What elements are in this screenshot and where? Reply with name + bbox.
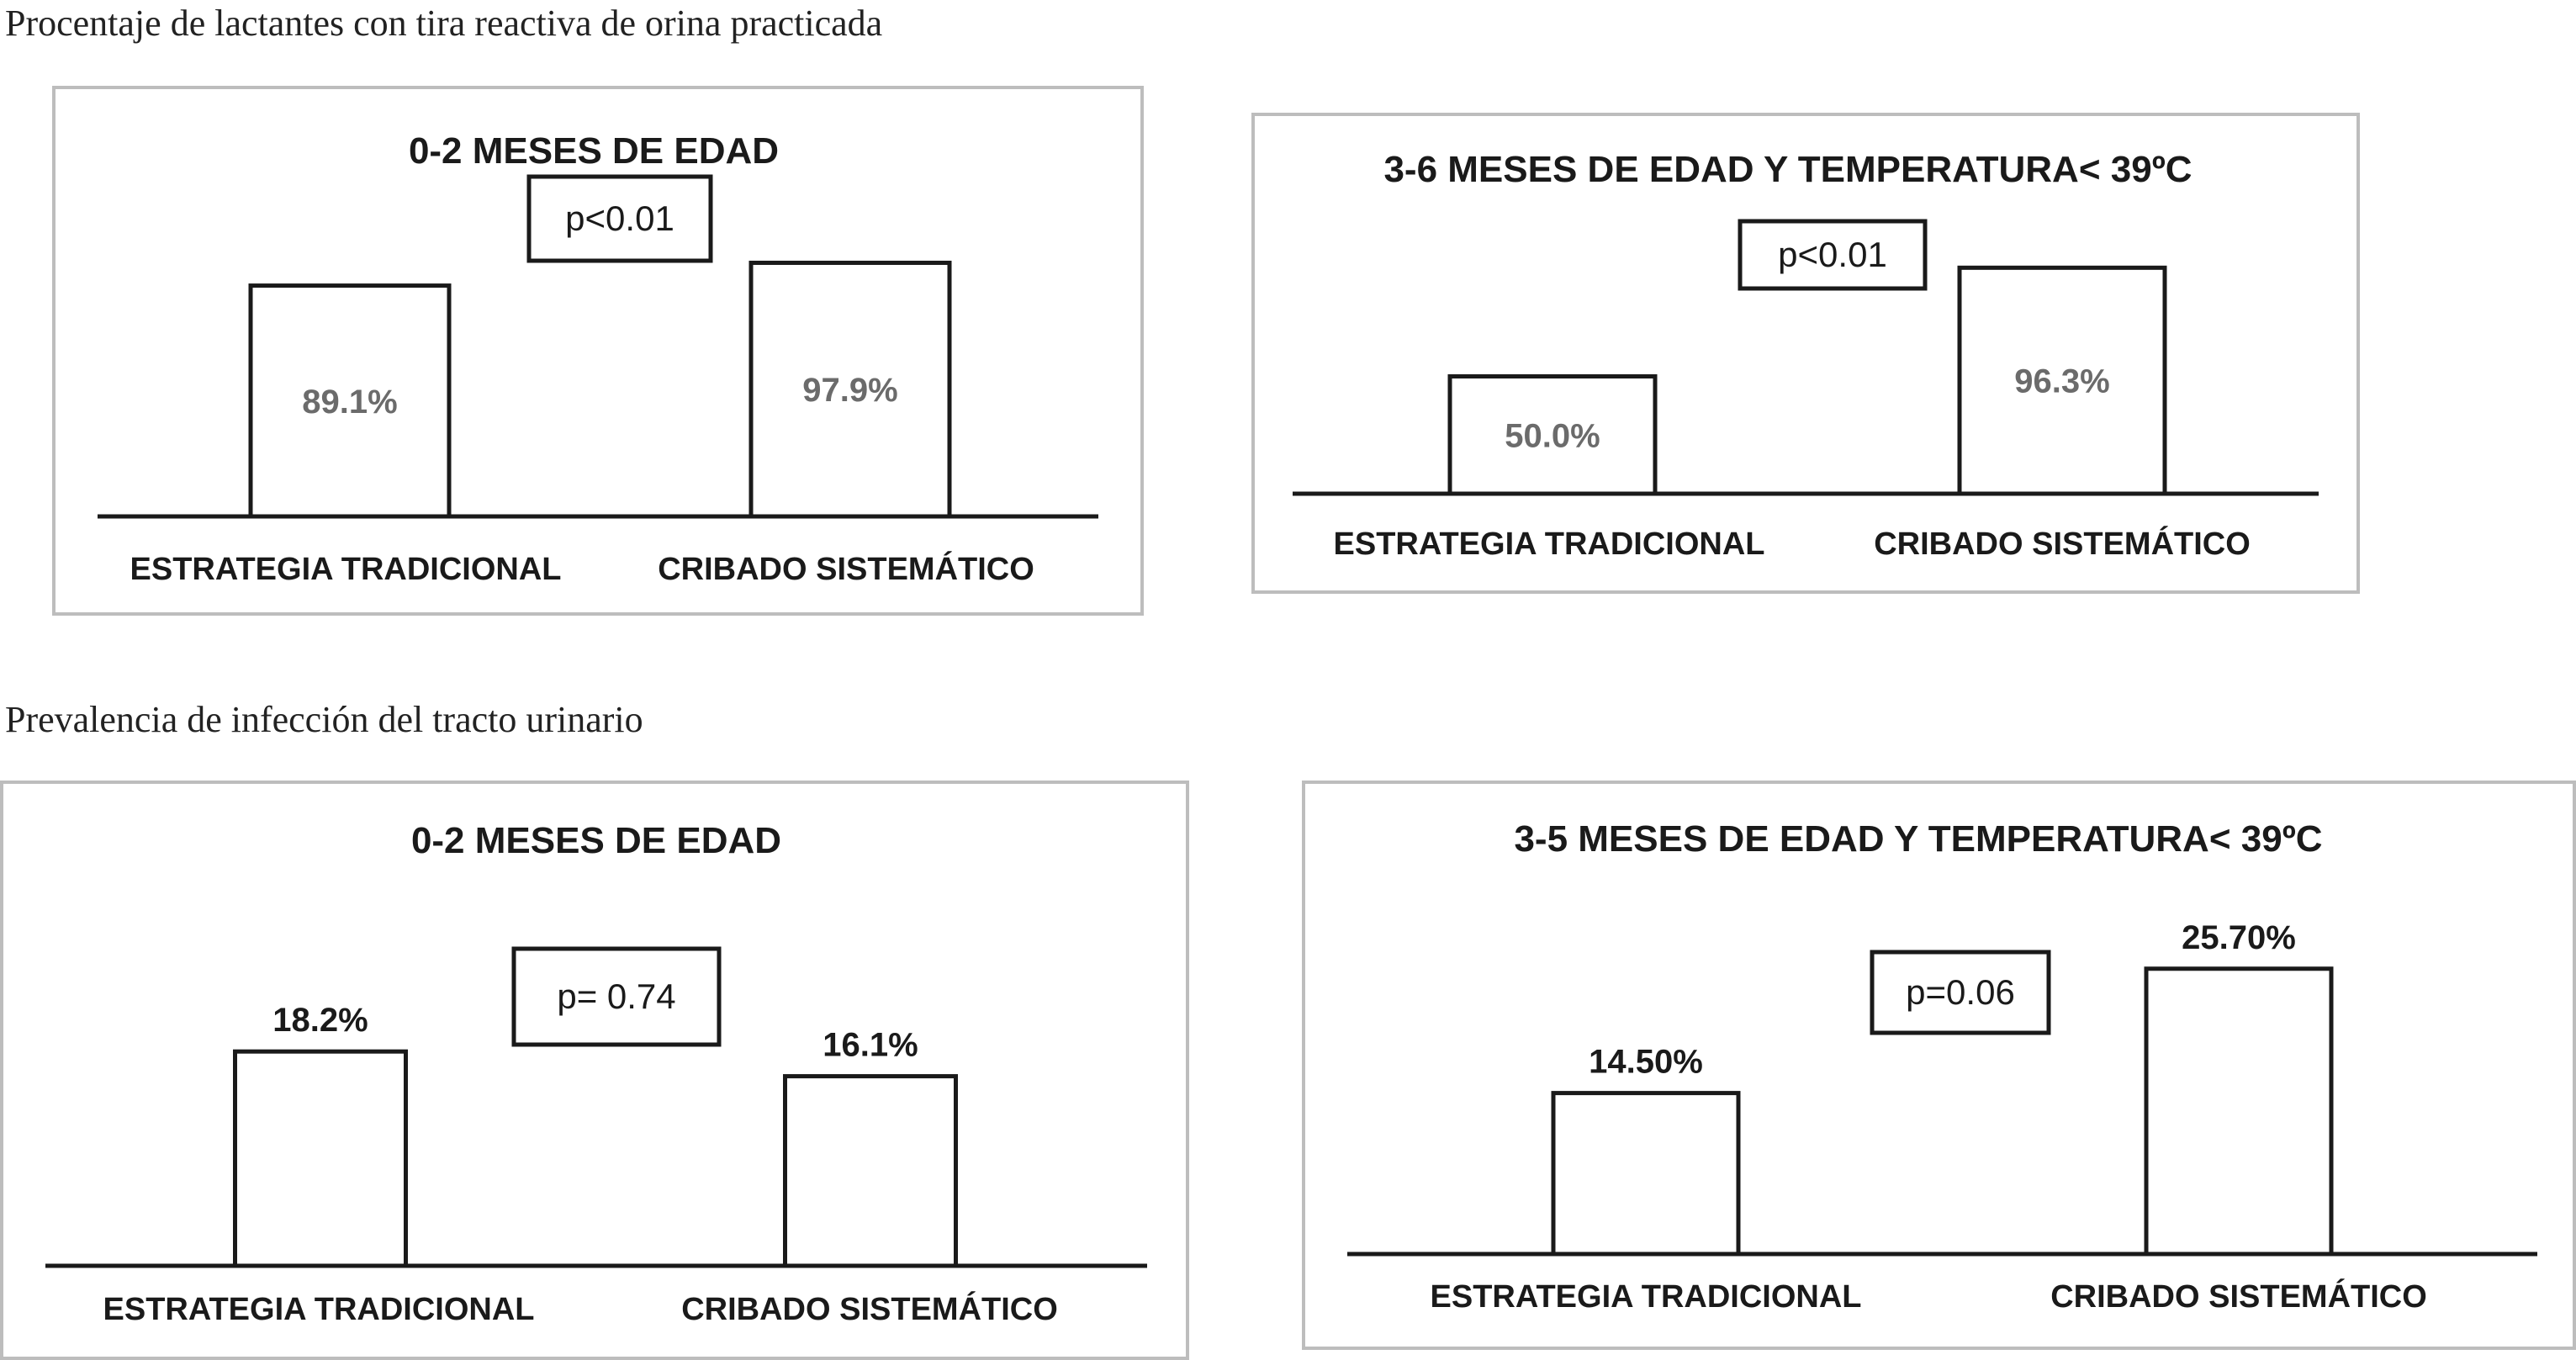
bar-cribado-sistematico <box>2146 969 2331 1254</box>
category-label: ESTRATEGIA TRADICIONAL <box>103 1292 535 1327</box>
chart-title: 0-2 MESES DE EDAD <box>410 820 782 861</box>
chart-title: 3-6 MESES DE EDAD Y TEMPERATURA< 39ºC <box>1383 149 2193 190</box>
data-label: 96.3% <box>2014 362 2110 400</box>
category-label: CRIBADO SISTEMÁTICO <box>658 552 1034 587</box>
chart-panel-1 <box>52 86 1144 616</box>
category-label: ESTRATEGIA TRADICIONAL <box>130 552 562 587</box>
bar-cribado-sistematico <box>785 1077 956 1266</box>
data-label: 89.1% <box>302 383 398 421</box>
p-value-label: p<0.01 <box>1778 235 1887 274</box>
category-label: CRIBADO SISTEMÁTICO <box>2050 1279 2427 1315</box>
chart-panel-3 <box>0 781 1189 1360</box>
p-value-label: p<0.01 <box>565 198 674 238</box>
chart-svg <box>1305 784 2573 1347</box>
data-label: 16.1% <box>823 1026 918 1064</box>
bar-estrategia-tradicional <box>1553 1093 1738 1254</box>
chart-svg <box>1255 116 2356 590</box>
chart-svg <box>56 89 1140 612</box>
category-label: ESTRATEGIA TRADICIONAL <box>1333 527 1765 562</box>
p-value-label: p= 0.74 <box>557 976 676 1016</box>
section-title-urine-strip: Procentaje de lactantes con tira reactiva de orina practicada <box>5 3 883 44</box>
chart-panel-2 <box>1251 113 2360 594</box>
data-label: 18.2% <box>272 1002 368 1040</box>
section-title-uti-prevalence: Prevalencia de infección del tracto urinario <box>5 699 643 740</box>
bar-estrategia-tradicional <box>235 1051 406 1266</box>
chart-panel-4 <box>1302 781 2576 1350</box>
chart-title: 0-2 MESES DE EDAD <box>408 130 780 172</box>
data-label: 25.70% <box>2182 918 2296 956</box>
category-label: CRIBADO SISTEMÁTICO <box>681 1292 1058 1327</box>
category-label: CRIBADO SISTEMÁTICO <box>1874 527 2251 562</box>
chart-svg <box>3 784 1186 1357</box>
p-value-label: p=0.06 <box>1906 972 2015 1012</box>
chart-title: 3-5 MESES DE EDAD Y TEMPERATURA< 39ºC <box>1514 818 2323 860</box>
data-label: 50.0% <box>1505 417 1600 455</box>
category-label: ESTRATEGIA TRADICIONAL <box>1430 1279 1862 1315</box>
data-label: 97.9% <box>802 372 898 410</box>
data-label: 14.50% <box>1589 1043 1703 1081</box>
